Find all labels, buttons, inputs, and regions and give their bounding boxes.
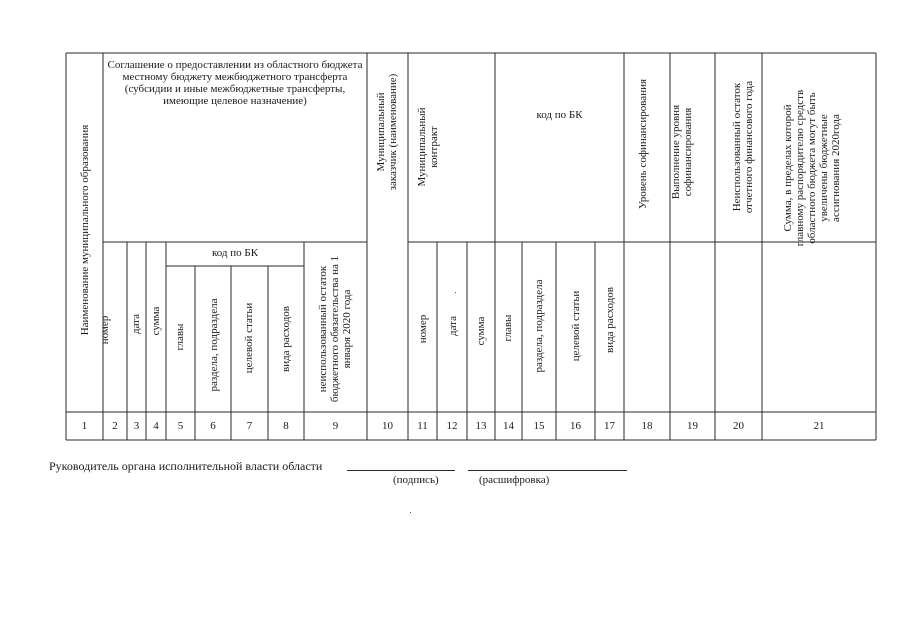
col-num: 8 <box>283 420 289 432</box>
col-num: 18 <box>641 420 653 432</box>
header-expense-right: вида расходов <box>604 287 616 353</box>
header-chapters-left: главы <box>174 323 186 351</box>
header-section-right: раздела, подраздела <box>533 279 545 373</box>
header-agreement: Соглашение о предоставлении из областного бюджета местному бюджету межбюджетного трансферта (субсидии и иные межбюджетные трансферты, имеющие целевое назначение) <box>107 59 363 107</box>
header-bk-left: код по БК <box>211 247 259 259</box>
decoding-caption: (расшифровка) <box>479 474 550 486</box>
col-num: 12 <box>446 420 458 432</box>
header-date-left: дата <box>130 313 142 335</box>
header-sum-left: сумма <box>150 306 162 336</box>
col-num: 20 <box>733 420 744 432</box>
col-num: 5 <box>177 420 184 432</box>
header-cofin-exec: Выполнение уровня софинансирования <box>670 104 694 200</box>
col-num: 6 <box>210 420 216 432</box>
col-num: 15 <box>533 420 545 432</box>
col-num: 13 <box>475 420 487 432</box>
col-num: 16 <box>570 420 581 432</box>
header-unused-balance: неиспользованный остаток бюджетного обязательства на 1 января 2020 года <box>317 255 353 403</box>
head-label: Руководитель органа исполнительной власти области <box>49 459 323 473</box>
header-target-right: целевой статьи <box>570 290 582 362</box>
col-num: 7 <box>246 420 253 432</box>
col-num: 1 <box>81 420 88 432</box>
header-sum-right: сумма <box>475 316 487 346</box>
col-num: 19 <box>687 420 698 432</box>
col-num: 17 <box>604 420 615 432</box>
header-increase-sum: Сумма, в пределах которой главному распорядителю средств областного бюджета могут быть увеличены бюджетные ассигнования 2020года <box>782 89 842 247</box>
col-num: 14 <box>503 420 514 432</box>
col-num: 21 <box>813 420 825 432</box>
col-num: 9 <box>332 420 339 432</box>
decoding-line <box>468 470 627 471</box>
header-date-right: дата <box>447 315 459 337</box>
header-unused-prev: Неиспользованный остаток отчетного финансового года <box>731 80 755 214</box>
header-expense-left: вида расходов <box>280 306 292 372</box>
header-number-right: номер <box>417 314 429 344</box>
header-target-left: целевой статьи <box>243 302 255 374</box>
col-num: 4 <box>153 420 159 432</box>
col-num: 11 <box>417 420 428 432</box>
header-chapters-right: главы <box>502 314 514 342</box>
col-num: 2 <box>112 420 118 432</box>
signature-line <box>347 470 455 471</box>
col-num: 10 <box>382 420 393 432</box>
scan-speck <box>410 512 411 513</box>
header-bk-right: код по БК <box>536 109 583 121</box>
scan-speck <box>455 292 456 293</box>
header-section-left: раздела, подраздела <box>208 298 220 392</box>
col-num: 3 <box>133 420 140 432</box>
signature-caption: (подпись) <box>393 474 439 486</box>
header-municipality: Наименование муниципального образования <box>79 124 91 336</box>
header-contract: Муниципальный контракт <box>416 107 440 187</box>
header-cofin-level: Уровень софинансирования <box>637 78 649 210</box>
header-number-left: номер <box>99 315 111 345</box>
header-customer: Муниципальный заказчик (наименование) <box>375 73 399 191</box>
